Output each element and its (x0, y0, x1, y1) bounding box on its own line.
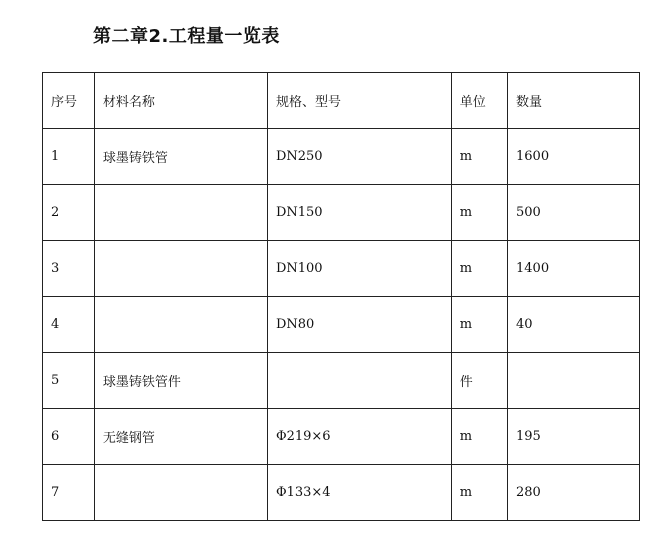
header-spec: 规格、型号 (267, 73, 451, 129)
cell-quantity: 1600 (508, 129, 640, 185)
cell-material (94, 297, 267, 353)
table-row (43, 129, 640, 185)
header-index: 序号 (43, 73, 95, 129)
cell-spec: Φ133×4 (267, 465, 451, 521)
cell-index: 1 (43, 129, 95, 185)
cell-material (94, 185, 267, 241)
cell-material: 球墨铸铁管件 (94, 353, 267, 409)
cell-unit: m (451, 129, 507, 185)
cell-index: 4 (43, 297, 95, 353)
table-row (43, 241, 640, 297)
cell-spec: DN250 (267, 129, 451, 185)
table-row (43, 353, 640, 409)
table-header-row (43, 73, 640, 129)
cell-quantity (508, 353, 640, 409)
cell-unit: m (451, 297, 507, 353)
cell-quantity: 500 (508, 185, 640, 241)
header-unit: 单位 (451, 73, 507, 129)
cell-unit: 件 (451, 353, 507, 409)
page-title: 第二章2.工程量一览表 (93, 26, 280, 47)
cell-spec: DN80 (267, 297, 451, 353)
cell-index: 6 (43, 409, 95, 465)
table-row (43, 297, 640, 353)
cell-spec: Φ219×6 (267, 409, 451, 465)
cell-unit: m (451, 465, 507, 521)
cell-unit: m (451, 241, 507, 297)
cell-index: 5 (43, 353, 95, 409)
cell-spec: DN100 (267, 241, 451, 297)
cell-index: 7 (43, 465, 95, 521)
cell-material: 球墨铸铁管 (94, 129, 267, 185)
table-row (43, 465, 640, 521)
table-row (43, 409, 640, 465)
cell-quantity: 280 (508, 465, 640, 521)
cell-spec (267, 353, 451, 409)
cell-material (94, 465, 267, 521)
cell-quantity: 40 (508, 297, 640, 353)
cell-unit: m (451, 185, 507, 241)
cell-quantity: 1400 (508, 241, 640, 297)
cell-unit: m (451, 409, 507, 465)
cell-material: 无缝钢管 (94, 409, 267, 465)
header-quantity: 数量 (508, 73, 640, 129)
cell-spec: DN150 (267, 185, 451, 241)
cell-quantity: 195 (508, 409, 640, 465)
quantity-table (42, 72, 640, 521)
cell-material (94, 241, 267, 297)
header-material: 材料名称 (94, 73, 267, 129)
table-row (43, 185, 640, 241)
cell-index: 2 (43, 185, 95, 241)
cell-index: 3 (43, 241, 95, 297)
